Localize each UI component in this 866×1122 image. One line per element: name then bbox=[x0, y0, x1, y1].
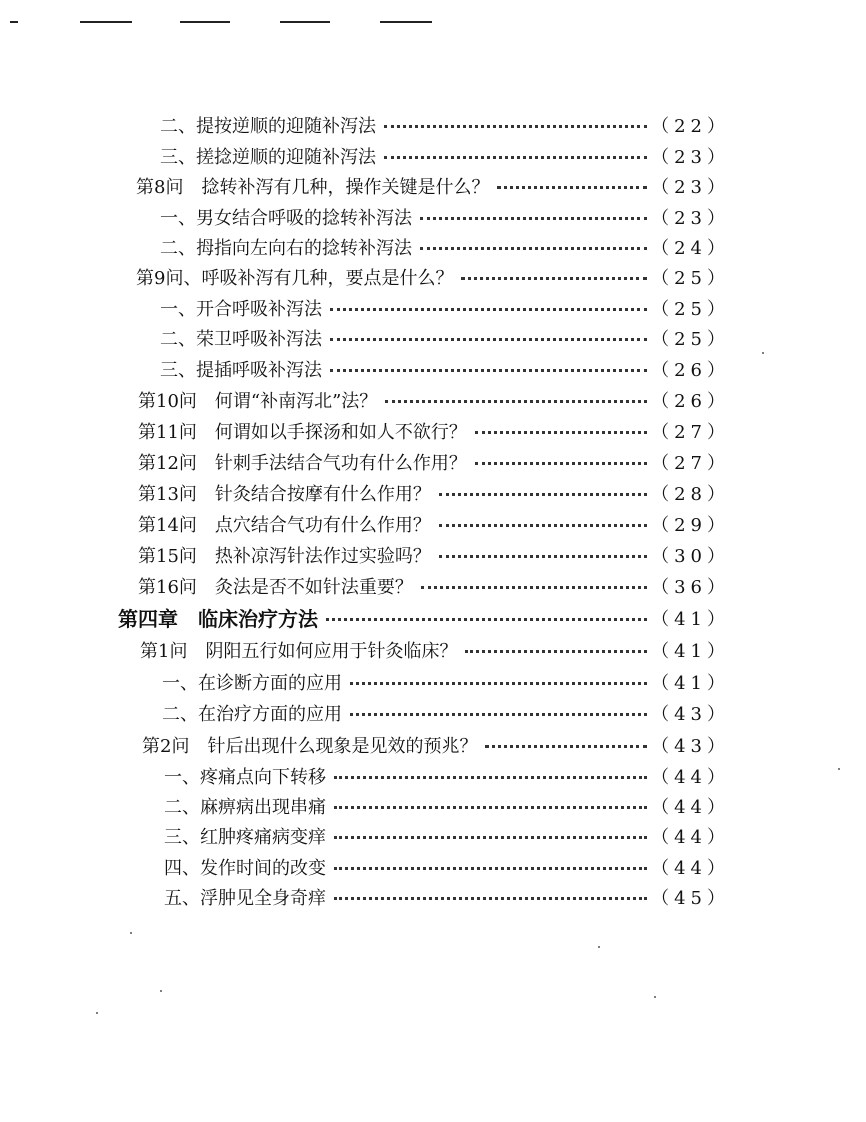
toc-entry bbox=[164, 820, 730, 851]
header-rule bbox=[10, 21, 18, 23]
toc-entry-page: （23） bbox=[651, 146, 730, 168]
toc-entry bbox=[164, 790, 730, 821]
toc-leader bbox=[330, 308, 647, 311]
toc-leader bbox=[439, 524, 647, 527]
toc-entry-title: 五、浮肿见全身奇痒 bbox=[164, 887, 326, 909]
toc-entry-title: 二、在治疗方面的应用 bbox=[162, 703, 342, 725]
toc-entry bbox=[164, 881, 730, 912]
toc-entry-title: 二、荣卫呼吸补泻法 bbox=[160, 328, 322, 350]
toc-leader bbox=[330, 338, 647, 341]
toc-entry bbox=[160, 353, 730, 384]
toc-entry-page: （29） bbox=[651, 514, 730, 536]
toc-entry-page: （43） bbox=[651, 703, 730, 725]
header-rule bbox=[380, 21, 432, 23]
toc-entry-title: 第8问 捻转补泻有几种，操作关键是什么？ bbox=[136, 176, 490, 198]
scan-speck bbox=[654, 996, 656, 998]
toc-entry bbox=[160, 201, 730, 232]
toc-entry-page: （44） bbox=[651, 826, 730, 848]
toc-leader bbox=[334, 776, 647, 779]
toc-entry-page: （26） bbox=[651, 359, 730, 381]
toc-entry bbox=[164, 760, 730, 791]
toc-leader bbox=[350, 713, 647, 716]
toc-entry bbox=[160, 292, 730, 323]
toc-leader bbox=[334, 836, 647, 839]
toc-entry bbox=[160, 231, 730, 262]
toc-leader bbox=[334, 897, 647, 900]
scan-speck bbox=[160, 990, 162, 992]
toc-entry-page: （27） bbox=[651, 421, 730, 443]
toc-entry-page: （28） bbox=[651, 483, 730, 505]
toc-entry-page: （25） bbox=[651, 298, 730, 320]
toc-entry-page: （23） bbox=[651, 207, 730, 229]
toc-entry-title: 第15问 热补凉泻针法作过实验吗？ bbox=[138, 545, 431, 567]
toc-entry bbox=[160, 109, 730, 140]
toc-leader bbox=[461, 277, 647, 280]
toc-entry bbox=[138, 539, 730, 570]
header-rule bbox=[80, 21, 132, 23]
toc-leader bbox=[384, 156, 647, 159]
toc-entry-page: （30） bbox=[651, 545, 730, 567]
toc-leader bbox=[384, 125, 647, 128]
toc-entry-title: 一、在诊断方面的应用 bbox=[162, 672, 342, 694]
toc-entry bbox=[160, 140, 730, 171]
toc-entry-page: （44） bbox=[651, 857, 730, 879]
toc-leader bbox=[485, 745, 647, 748]
toc-entry bbox=[140, 634, 730, 665]
toc-entry-page: （22） bbox=[651, 115, 730, 137]
toc-entry-title: 第12问 针刺手法结合气功有什么作用？ bbox=[138, 452, 467, 474]
chapter-heading: 第四章 临床治疗方法 bbox=[118, 607, 318, 631]
toc-entry bbox=[138, 477, 730, 508]
toc-leader bbox=[334, 806, 647, 809]
toc-leader bbox=[475, 431, 647, 434]
toc-entry-title: 第11问 何谓如以手探汤和如人不欲行？ bbox=[138, 421, 467, 443]
toc-entry bbox=[160, 322, 730, 353]
toc-entry-page: （36） bbox=[651, 576, 730, 598]
header-rule bbox=[280, 21, 330, 23]
toc-entry bbox=[138, 384, 730, 415]
toc-entry-page: （23） bbox=[651, 176, 730, 198]
toc-entry-page: （25） bbox=[651, 328, 730, 350]
toc-chapter-entry bbox=[118, 602, 730, 633]
toc-entry-title: 第14问 点穴结合气功有什么作用？ bbox=[138, 514, 431, 536]
toc-entry-title: 第10问 何谓“补南泻北”法？ bbox=[138, 390, 378, 412]
toc-entry bbox=[138, 415, 730, 446]
toc-leader bbox=[326, 618, 647, 621]
scan-speck bbox=[838, 768, 840, 770]
toc-leader bbox=[439, 493, 647, 496]
toc-entry bbox=[162, 697, 730, 728]
toc-entry-title: 第9问、呼吸补泻有几种，要点是什么？ bbox=[136, 267, 454, 289]
toc-entry-title: 四、发作时间的改变 bbox=[164, 857, 326, 879]
toc-entry bbox=[136, 170, 730, 201]
toc-entry bbox=[138, 570, 730, 601]
toc-leader bbox=[420, 247, 647, 250]
toc-entry-page: （24） bbox=[651, 237, 730, 259]
toc-entry-page: （41） bbox=[651, 608, 730, 630]
toc-entry-title: 第13问 针灸结合按摩有什么作用？ bbox=[138, 483, 431, 505]
toc-entry bbox=[138, 446, 730, 477]
toc-entry-title: 二、麻痹病出现串痛 bbox=[164, 796, 326, 818]
toc-entry bbox=[164, 851, 730, 882]
toc-leader bbox=[475, 462, 647, 465]
toc-entry-title: 一、疼痛点向下转移 bbox=[164, 766, 326, 788]
toc-entry-page: （44） bbox=[651, 766, 730, 788]
toc-leader bbox=[385, 400, 647, 403]
toc-entry-title: 三、搓捻逆顺的迎随补泻法 bbox=[160, 146, 376, 168]
header-rule bbox=[180, 21, 230, 23]
toc-entry-title: 第16问 灸法是否不如针法重要？ bbox=[138, 576, 413, 598]
toc-entry-page: （44） bbox=[651, 796, 730, 818]
toc-leader bbox=[420, 217, 647, 220]
scan-speck bbox=[96, 1012, 98, 1014]
toc-entry-page: （41） bbox=[651, 672, 730, 694]
toc-entry bbox=[138, 508, 730, 539]
toc-leader bbox=[465, 650, 647, 653]
toc-entry-page: （43） bbox=[651, 735, 730, 757]
toc-entry-title: 一、男女结合呼吸的捻转补泻法 bbox=[160, 207, 412, 229]
toc-entry bbox=[142, 729, 730, 760]
toc-leader bbox=[334, 867, 647, 870]
toc-entry-page: （25） bbox=[651, 267, 730, 289]
toc-entry bbox=[162, 666, 730, 697]
toc-entry-title: 第2问 针后出现什么现象是见效的预兆？ bbox=[142, 735, 478, 757]
toc-leader bbox=[421, 586, 647, 589]
scan-speck bbox=[762, 352, 764, 354]
toc-entry-page: （27） bbox=[651, 452, 730, 474]
toc-leader bbox=[497, 186, 647, 189]
toc-entry-title: 二、提按逆顺的迎随补泻法 bbox=[160, 115, 376, 137]
toc-leader bbox=[439, 555, 647, 558]
toc-entry-title: 第1问 阴阳五行如何应用于针灸临床？ bbox=[140, 640, 458, 662]
toc-entry-title: 二、拇指向左向右的捻转补泻法 bbox=[160, 237, 412, 259]
toc-entry-title: 三、提插呼吸补泻法 bbox=[160, 359, 322, 381]
toc-entry-title: 一、开合呼吸补泻法 bbox=[160, 298, 322, 320]
scan-speck bbox=[598, 946, 600, 948]
toc-entry-page: （45） bbox=[651, 887, 730, 909]
scan-speck bbox=[130, 932, 132, 934]
toc-entry-page: （26） bbox=[651, 390, 730, 412]
toc-entry bbox=[136, 261, 730, 292]
toc-leader bbox=[350, 682, 647, 685]
toc-entry-title: 三、红肿疼痛病变痒 bbox=[164, 826, 326, 848]
toc-entry-page: （41） bbox=[651, 640, 730, 662]
toc-leader bbox=[330, 369, 647, 372]
